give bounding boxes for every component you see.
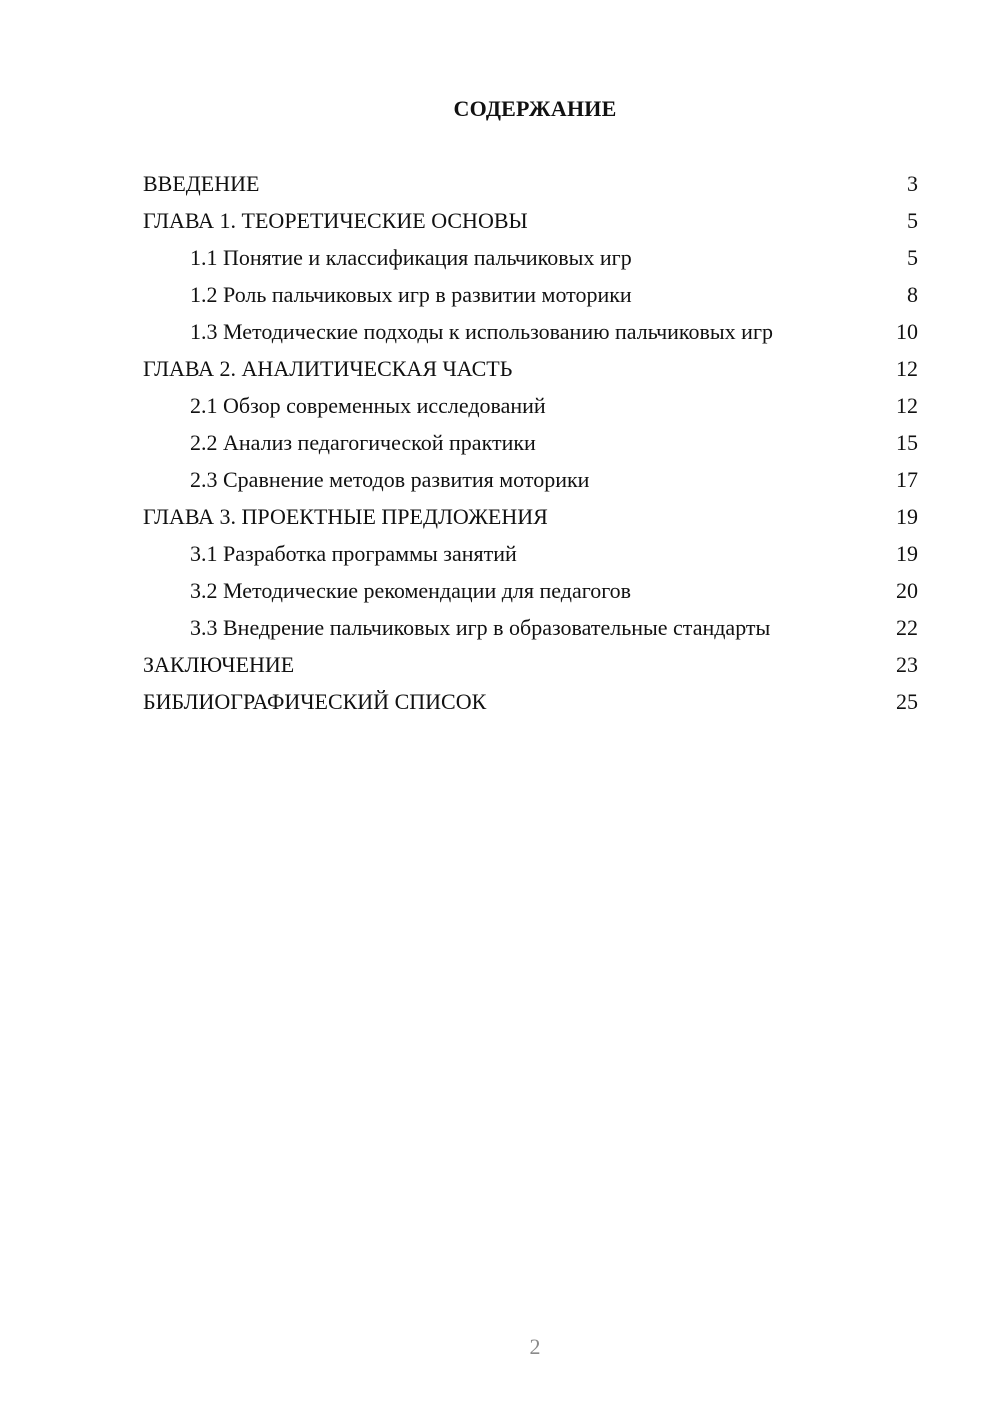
- toc-entry-label: 1.1 Понятие и классификация пальчиковых игр: [190, 245, 632, 270]
- page-number: 2: [529, 1334, 541, 1359]
- toc-entry-label: ВВЕДЕНИЕ: [143, 171, 260, 196]
- toc-entry-chapter-2[interactable]: [143, 353, 918, 390]
- toc-entry-page: 12: [896, 356, 918, 381]
- toc-entry-label: ГЛАВА 2. АНАЛИТИЧЕСКАЯ ЧАСТЬ: [143, 356, 513, 381]
- page-title: СОДЕРЖАНИЕ: [453, 96, 617, 121]
- toc-entry-label: 2.3 Сравнение методов развития моторики: [190, 467, 590, 492]
- toc-entry-label: 2.1 Обзор современных исследований: [190, 393, 546, 418]
- toc-entry-page: 17: [896, 467, 918, 492]
- toc-entry-label: 3.2 Методические рекомендации для педагогов: [190, 578, 632, 603]
- toc-entry-label: ЗАКЛЮЧЕНИЕ: [143, 652, 295, 677]
- toc-entry-section-2-2[interactable]: [143, 427, 918, 464]
- toc-entry-section-1-2[interactable]: [143, 279, 918, 316]
- table-of-contents: [143, 168, 918, 723]
- toc-entry-section-1-1[interactable]: [143, 242, 918, 279]
- toc-entry-page: 8: [907, 282, 918, 307]
- toc-entry-section-2-1[interactable]: [143, 390, 918, 427]
- toc-entry-page: 15: [896, 430, 918, 455]
- toc-entry-label: 1.3 Методические подходы к использованию пальчиковых игр: [190, 319, 773, 344]
- toc-entry-page: 22: [896, 615, 918, 640]
- toc-entry-chapter-3[interactable]: [143, 501, 918, 538]
- toc-entry-section-3-1[interactable]: [143, 538, 918, 575]
- toc-entry-label: ГЛАВА 3. ПРОЕКТНЫЕ ПРЕДЛОЖЕНИЯ: [143, 504, 548, 529]
- toc-entry-section-3-3[interactable]: [143, 612, 918, 649]
- toc-entry-label: 2.2 Анализ педагогической практики: [190, 430, 536, 455]
- toc-entry-section-2-3[interactable]: [143, 464, 918, 501]
- toc-entry-page: 5: [907, 245, 918, 270]
- toc-entry-page: 25: [896, 689, 918, 714]
- toc-entry-page: 10: [896, 319, 918, 344]
- toc-entry-section-1-3[interactable]: [143, 316, 918, 353]
- toc-entry-page: 12: [896, 393, 918, 418]
- toc-entry-page: 3: [907, 171, 918, 196]
- toc-entry-page: 23: [896, 652, 918, 677]
- toc-entry-chapter-1[interactable]: [143, 205, 918, 242]
- toc-entry-conclusion[interactable]: [143, 649, 918, 686]
- toc-entry-page: 19: [896, 541, 918, 566]
- toc-entry-page: 5: [907, 208, 918, 233]
- toc-entry-section-3-2[interactable]: [143, 575, 918, 612]
- toc-entry-label: 1.2 Роль пальчиковых игр в развитии моторики: [190, 282, 632, 307]
- toc-entry-label: 3.1 Разработка программы занятий: [190, 541, 517, 566]
- toc-entry-label: БИБЛИОГРАФИЧЕСКИЙ СПИСОК: [143, 689, 487, 714]
- toc-entry-label: ГЛАВА 1. ТЕОРЕТИЧЕСКИЕ ОСНОВЫ: [143, 208, 528, 233]
- toc-entry-page: 20: [896, 578, 918, 603]
- toc-entry-introduction[interactable]: [143, 168, 918, 205]
- toc-entry-bibliography[interactable]: [143, 686, 918, 723]
- toc-entry-page: 19: [896, 504, 918, 529]
- toc-entry-label: 3.3 Внедрение пальчиковых игр в образовательные стандарты: [190, 615, 771, 640]
